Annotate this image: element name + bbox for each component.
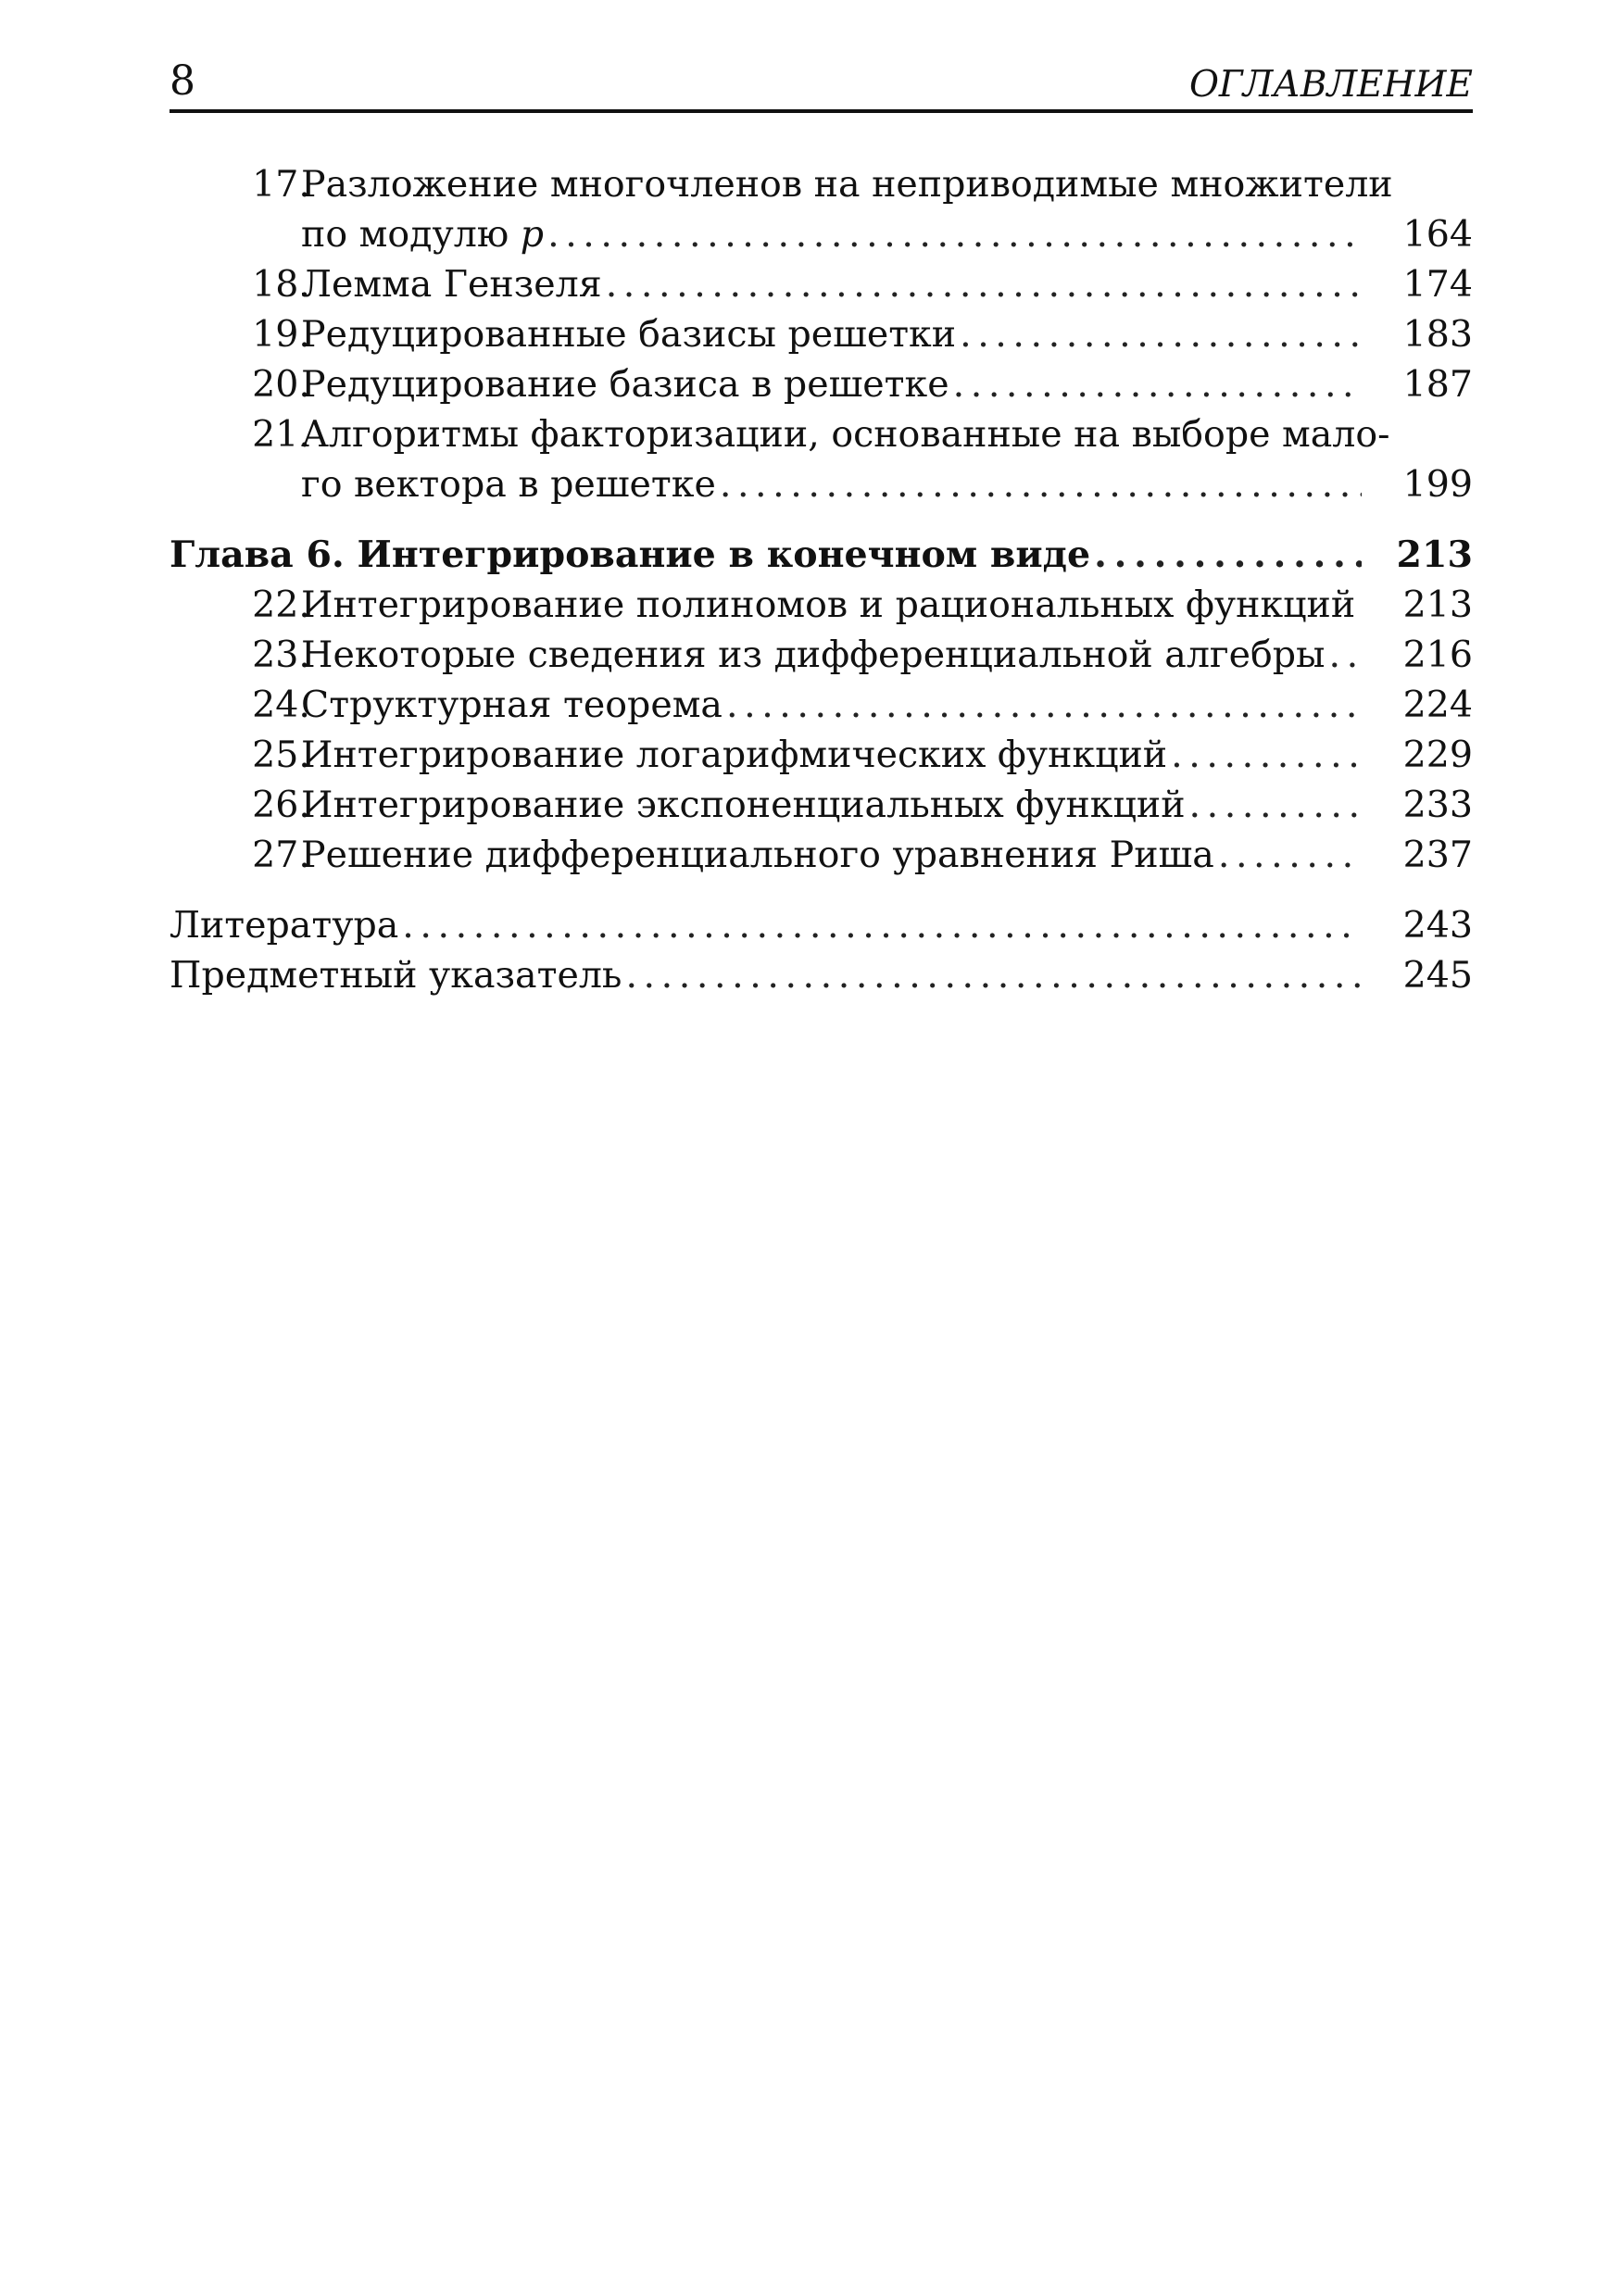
section-title: Интегрирование полиномов и рациональных функций: [301, 583, 1356, 626]
section-title-line1: Разложение многочленов на неприводимые множители: [301, 163, 1393, 206]
section-number: 23.: [252, 634, 310, 676]
toc-entry-20[interactable]: [170, 359, 1473, 409]
page-reference: 237: [1402, 834, 1473, 876]
page-reference: 164: [1402, 213, 1473, 256]
section-title: Редуцирование базиса в решетке: [301, 363, 949, 406]
toc-entry-25[interactable]: [170, 730, 1473, 780]
dot-leader: [1218, 830, 1362, 880]
toc-entry-26[interactable]: [170, 780, 1473, 830]
back-matter-title: Литература: [170, 904, 399, 947]
toc-entry-23[interactable]: [170, 630, 1473, 680]
dot-leader: [960, 309, 1362, 359]
toc-entry-17[interactable]: [170, 159, 1473, 209]
page-reference: 199: [1402, 463, 1473, 506]
toc-subject-index[interactable]: [170, 950, 1473, 1000]
toc-entry-17-cont[interactable]: [170, 209, 1473, 259]
toc-chapter-6[interactable]: [170, 530, 1473, 580]
section-number: 26.: [252, 784, 310, 826]
dot-leader: [1329, 630, 1363, 680]
dot-leader: [547, 209, 1362, 259]
section-number: 27.: [252, 834, 310, 876]
section-title-line2: по модулю: [301, 213, 521, 256]
section-number: 19.: [252, 313, 310, 356]
dot-leader: [625, 950, 1362, 1000]
dot-leader: [402, 900, 1362, 950]
toc-entry-24[interactable]: [170, 680, 1473, 730]
page-number: 8: [170, 57, 195, 105]
toc-entry-27[interactable]: [170, 830, 1473, 880]
variable-p: p: [520, 213, 545, 256]
dot-leader: [720, 459, 1362, 509]
section-title: Интегрирование экспоненциальных функций: [301, 784, 1186, 826]
section-title: Некоторые сведения из дифференциальной алгебры: [301, 634, 1326, 676]
table-of-contents: [170, 159, 1473, 1000]
page-reference: 183: [1402, 313, 1473, 356]
dot-leader: [1189, 780, 1362, 830]
page-reference: 216: [1402, 634, 1473, 676]
section-title: Структурная теорема: [301, 684, 723, 726]
section-number: 24.: [252, 684, 310, 726]
section-title-line2: го вектора в решетке: [301, 463, 716, 506]
page-reference: 174: [1402, 263, 1473, 306]
section-title-line1: Алгоритмы факторизации, основанные на выборе мало-: [301, 413, 1390, 456]
page-reference: 224: [1402, 684, 1473, 726]
toc-entry-19[interactable]: [170, 309, 1473, 359]
dot-leader: [1094, 530, 1362, 580]
dot-leader: [1359, 580, 1362, 630]
page-reference: 213: [1396, 533, 1473, 576]
toc-entry-21[interactable]: [170, 409, 1473, 459]
section-number: 21.: [252, 413, 310, 456]
page-reference: 187: [1402, 363, 1473, 406]
header-rule: [170, 109, 1473, 113]
page-reference: 245: [1402, 954, 1473, 997]
page-reference: 233: [1402, 784, 1473, 826]
toc-entry-18[interactable]: [170, 259, 1473, 309]
toc-entry-22[interactable]: [170, 580, 1473, 630]
dot-leader: [1171, 730, 1362, 780]
section-title: Решение дифференциального уравнения Риша: [301, 834, 1214, 876]
page-reference: 243: [1402, 904, 1473, 947]
section-title: Интегрирование логарифмических функций: [301, 734, 1168, 776]
dot-leader: [726, 680, 1362, 730]
section-number: 25.: [252, 734, 310, 776]
section-number: 20.: [252, 363, 310, 406]
chapter-title: Глава 6. Интегрирование в конечном виде: [170, 533, 1091, 576]
toc-literature[interactable]: [170, 900, 1473, 950]
running-title: ОГЛАВЛЕНИЕ: [1188, 64, 1473, 106]
section-number: 17.: [252, 163, 310, 206]
section-number: 22.: [252, 583, 310, 626]
section-title: Редуцированные базисы решетки: [301, 313, 957, 356]
page-reference: 213: [1402, 583, 1473, 626]
page-header: [170, 57, 1473, 113]
dot-leader: [606, 259, 1362, 309]
section-number: 18.: [252, 263, 310, 306]
toc-entry-21-cont[interactable]: [170, 459, 1473, 509]
dot-leader: [953, 359, 1362, 409]
page-reference: 229: [1402, 734, 1473, 776]
back-matter-title: Предметный указатель: [170, 954, 622, 997]
section-title: Лемма Гензеля: [301, 263, 602, 306]
